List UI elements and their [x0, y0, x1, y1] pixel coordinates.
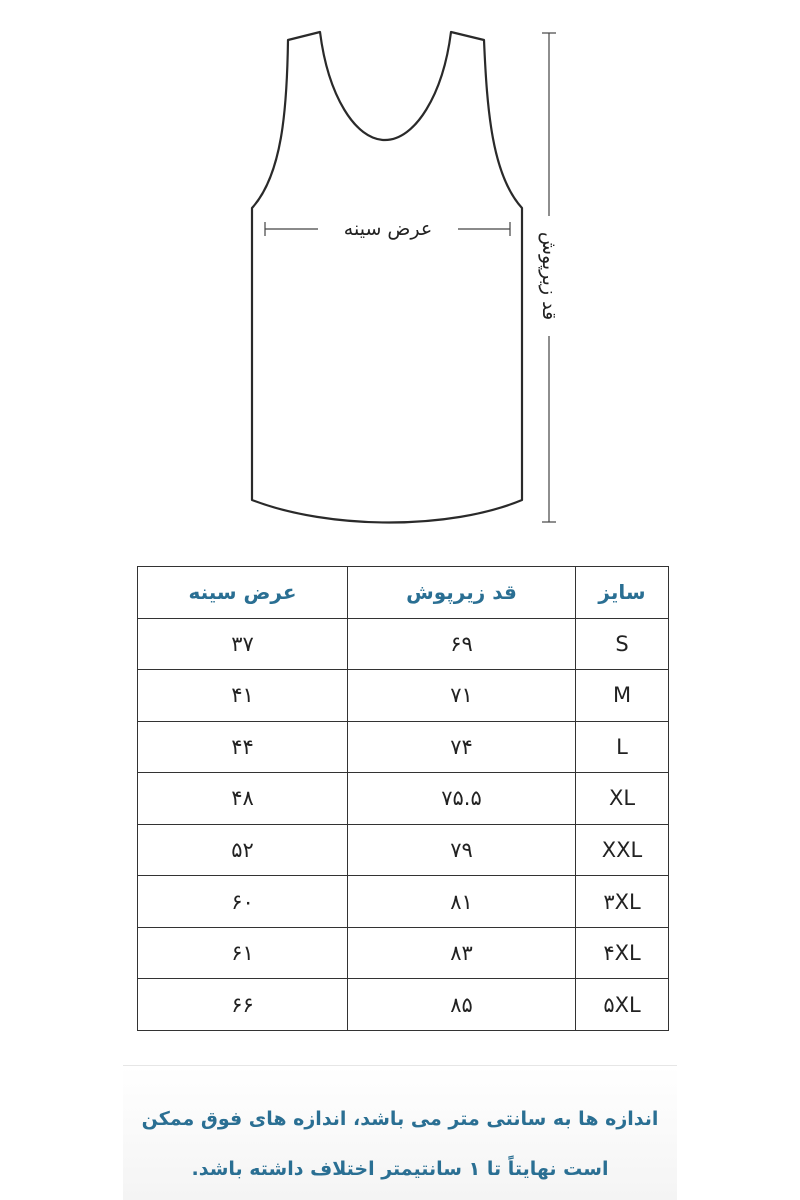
- shirt-outline: [252, 32, 522, 523]
- cell-length: ۷۱: [348, 670, 576, 722]
- size-note: [123, 1066, 677, 1200]
- cell-chest: ۴۸: [138, 773, 348, 825]
- chest-width-label: عرض سینه: [318, 213, 458, 245]
- cell-chest: ۶۰: [138, 876, 348, 928]
- table-row: [138, 721, 669, 773]
- table-row: [138, 824, 669, 876]
- table-header-row: [138, 567, 669, 619]
- cell-length: ۷۴: [348, 721, 576, 773]
- cell-chest: ۶۱: [138, 927, 348, 979]
- length-label: قد زیرپوش: [533, 216, 565, 336]
- table-row: [138, 927, 669, 979]
- tank-top-outline: [0, 0, 800, 540]
- table-row: [138, 670, 669, 722]
- tank-top-diagram: [0, 0, 800, 540]
- table-row: [138, 979, 669, 1031]
- cell-length: ۷۵.۵: [348, 773, 576, 825]
- cell-length: ۷۹: [348, 824, 576, 876]
- cell-size: M: [576, 670, 669, 722]
- cell-size: S: [576, 618, 669, 670]
- cell-size: ۳XL: [576, 876, 669, 928]
- table-row: [138, 618, 669, 670]
- cell-size: XXL: [576, 824, 669, 876]
- cell-chest: ۶۶: [138, 979, 348, 1031]
- cell-length: ۸۱: [348, 876, 576, 928]
- cell-chest: ۵۲: [138, 824, 348, 876]
- cell-size: L: [576, 721, 669, 773]
- cell-chest: ۳۷: [138, 618, 348, 670]
- cell-size: ۴XL: [576, 927, 669, 979]
- header-length: قد زیرپوش: [348, 567, 576, 619]
- cell-chest: ۴۴: [138, 721, 348, 773]
- cell-size: ۵XL: [576, 979, 669, 1031]
- table-row: [138, 773, 669, 825]
- cell-chest: ۴۱: [138, 670, 348, 722]
- cell-size: XL: [576, 773, 669, 825]
- note-line-2: است نهایتاً تا ۱ سانتیمتر اختلاف داشته باشد.: [191, 1158, 609, 1180]
- cell-length: ۸۳: [348, 927, 576, 979]
- note-line-1: اندازه ها به سانتی متر می باشد، اندازه های فوق ممکن: [141, 1108, 659, 1130]
- header-chest: عرض سینه: [138, 567, 348, 619]
- size-table: [137, 566, 669, 1031]
- cell-length: ۸۵: [348, 979, 576, 1031]
- header-size: سایز: [576, 567, 669, 619]
- table-row: [138, 876, 669, 928]
- cell-length: ۶۹: [348, 618, 576, 670]
